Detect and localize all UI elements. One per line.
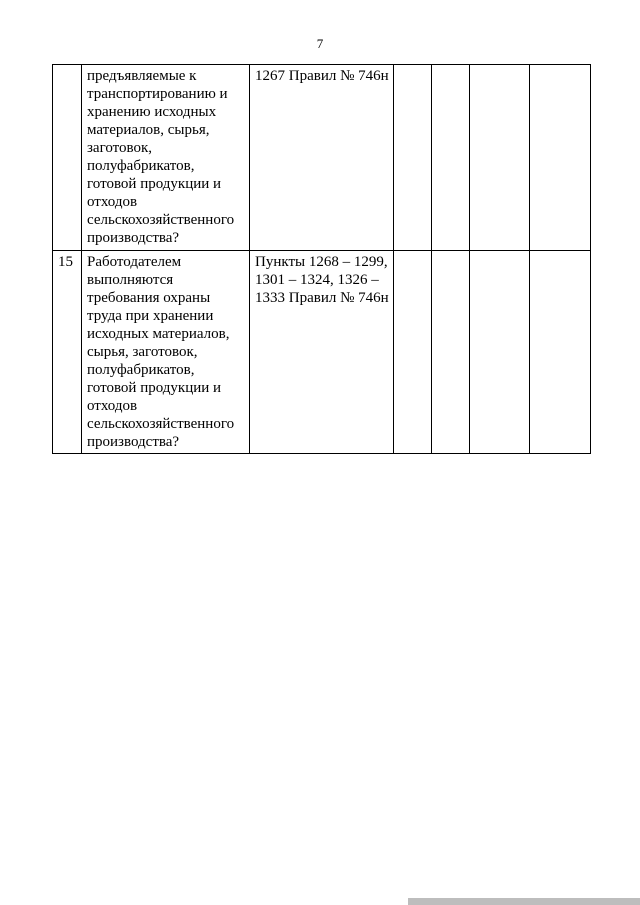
table-row — [53, 65, 591, 251]
reference-text: Пункты 1268 – 1299, 1301 – 1324, 1326 – 1333 Правил № 746н — [255, 254, 389, 306]
checklist-table — [52, 64, 591, 454]
question-text: предъявляемые к транспортированию и хранению исходных материалов, сырья, заготовок, полуфабрикатов, готовой продукции и отходов сельскохозяйственного производства? — [87, 68, 235, 246]
answer-cell-not-applicable — [470, 65, 530, 251]
page-number: 7 — [316, 36, 324, 51]
answer-cell-notes — [530, 65, 591, 251]
answer-cell-notes — [530, 251, 591, 454]
answer-cell-not-applicable — [470, 251, 530, 454]
question-cell — [82, 65, 250, 251]
answer-cell-no — [432, 251, 470, 454]
table-row — [53, 251, 591, 454]
reference-text: 1267 Правил № 746н — [255, 68, 389, 84]
scan-edge-band — [408, 898, 640, 905]
question-text: Работодателем выполняются требования охраны труда при хранении исходных материалов, сырья, заготовок, полуфабрикатов, готовой продукции и отходов сельскохозяйственного производства? — [87, 254, 235, 450]
answer-cell-no — [432, 65, 470, 251]
question-cell — [82, 251, 250, 454]
answer-cell-yes — [394, 251, 432, 454]
reference-cell — [250, 65, 394, 251]
row-number-cell — [53, 65, 82, 251]
answer-cell-yes — [394, 65, 432, 251]
row-number-cell: 15 — [53, 251, 82, 454]
reference-cell — [250, 251, 394, 454]
